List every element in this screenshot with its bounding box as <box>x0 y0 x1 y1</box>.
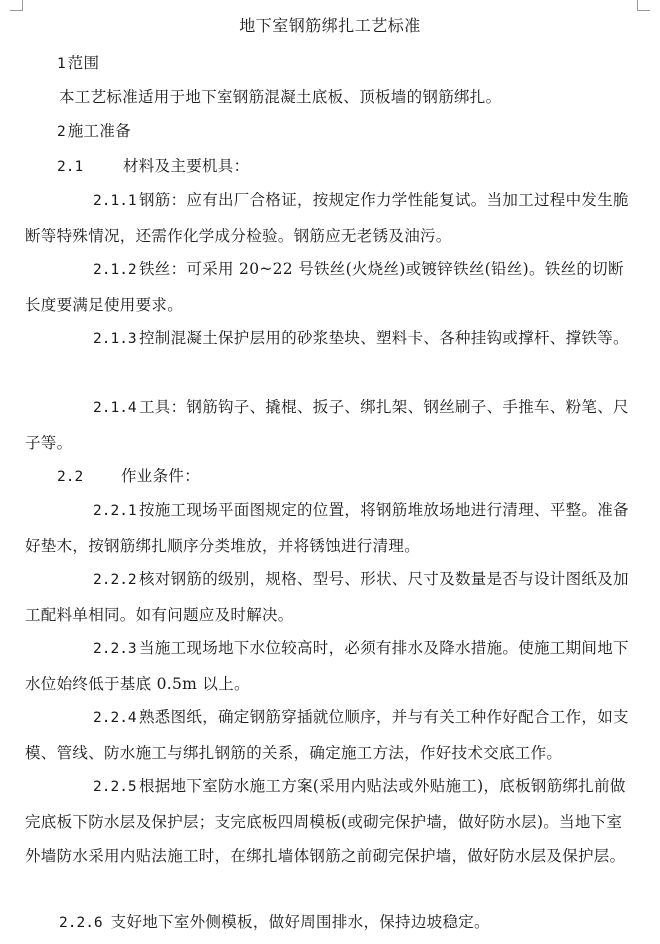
clause-2-1 <box>57 149 637 185</box>
section-number: 1 <box>57 56 66 72</box>
clause-number: 2.1.1 <box>93 193 137 209</box>
clause-2-1-3 <box>25 321 637 357</box>
clause-text: 当施工现场地下水位较高时，必须有排水及降水措施。使施工期间地下水位始终低于基底 0.5m 以上。 <box>25 639 629 693</box>
clause-text: 核对钢筋的级别，规格、型号、形状、尺寸及数量是否与设计图纸及加工配料单相同。如有问题应及时解决。 <box>25 570 629 624</box>
page-corner-mark-left <box>10 0 23 11</box>
section-heading-preparation <box>57 114 637 150</box>
clause-2-2-5 <box>25 769 637 874</box>
clause-2-2-2 <box>25 562 637 632</box>
clause-number: 2.2 <box>57 469 84 485</box>
clause-text: 铁丝：可采用 20~22 号铁丝(火烧丝)或镀锌铁丝(铅丝)。铁丝的切断长度要满足使用要求。 <box>25 260 624 314</box>
clause-2-1-4 <box>25 390 637 460</box>
clause-number: 2.1.4 <box>93 400 137 416</box>
page-corner-mark-right <box>637 0 650 11</box>
clause-text: 支好地下室外侧模板，做好周围排水，保持边坡稳定。 <box>110 913 490 931</box>
clause-number: 2.2.5 <box>93 779 137 795</box>
clause-text: 熟悉图纸，确定钢筋穿插就位顺序，并与有关工种作好配合工作，如支模、管线、防水施工与绑扎钢筋的关系，确定施工方法，作好技术交底工作。 <box>25 708 629 762</box>
clause-2-1-2 <box>25 252 637 322</box>
clause-text: 控制混凝土保护层用的砂浆垫块、塑料卡、各种挂钩或撑杆、撑铁等。 <box>139 329 629 347</box>
section-heading-scope <box>57 46 637 82</box>
section-number: 2 <box>57 124 66 140</box>
clause-text: 按施工现场平面图规定的位置，将钢筋堆放场地进行清理、平整。准备好垫木，按钢筋绑扎顺序分类堆放，并将锈蚀进行清理。 <box>25 501 629 555</box>
clause-2-2-4 <box>25 700 637 770</box>
document-title: 地下室钢筋绑扎工艺标准 <box>239 16 421 35</box>
clause-number: 2.2.6 <box>59 915 103 931</box>
clause-number: 2.2.3 <box>93 641 137 657</box>
clause-2-2 <box>57 459 637 495</box>
paragraph-scope-text <box>25 80 637 115</box>
clause-2-2-3 <box>25 631 637 701</box>
clause-text: 钢筋：应有出厂合格证，按规定作力学性能复试。当加工过程中发生脆断等特殊情况，还需作化学成分检验。钢筋应无老锈及油污。 <box>25 191 629 245</box>
clause-number: 2.2.2 <box>93 572 137 588</box>
clause-number: 2.1.2 <box>93 262 137 278</box>
clause-text: 工具：钢筋钩子、撬棍、扳子、绑扎架、钢丝刷子、手推车、粉笔、尺子等。 <box>25 398 629 452</box>
clause-number: 2.2.1 <box>93 503 137 519</box>
clause-2-2-1 <box>25 493 637 563</box>
clause-text: 作业条件： <box>121 467 201 485</box>
clause-number: 2.1.3 <box>93 331 137 347</box>
clause-number: 2.1 <box>57 159 84 175</box>
clause-text: 材料及主要机具： <box>123 157 250 175</box>
section-title: 施工准备 <box>67 122 131 140</box>
clause-number: 2.2.4 <box>93 710 137 726</box>
clause-2-2-6 <box>59 905 637 941</box>
clause-2-1-1 <box>25 183 637 253</box>
paragraph-text: 本工艺标准适用于地下室钢筋混凝土底板、顶板墙的钢筋绑扎。 <box>59 88 502 106</box>
section-title: 范围 <box>67 54 100 72</box>
clause-text: 根据地下室防水施工方案(采用内贴法或外贴施工)，底板钢筋绑扎前做完底板下防水层及保护层；支完底板四周模板(或砌完保护墙，做好防水层)。当地下室外墙防水采用内贴法施工时，在绑扎墙体钢筋之前砌完保护墙，做好防水层及保护层。 <box>25 777 626 865</box>
